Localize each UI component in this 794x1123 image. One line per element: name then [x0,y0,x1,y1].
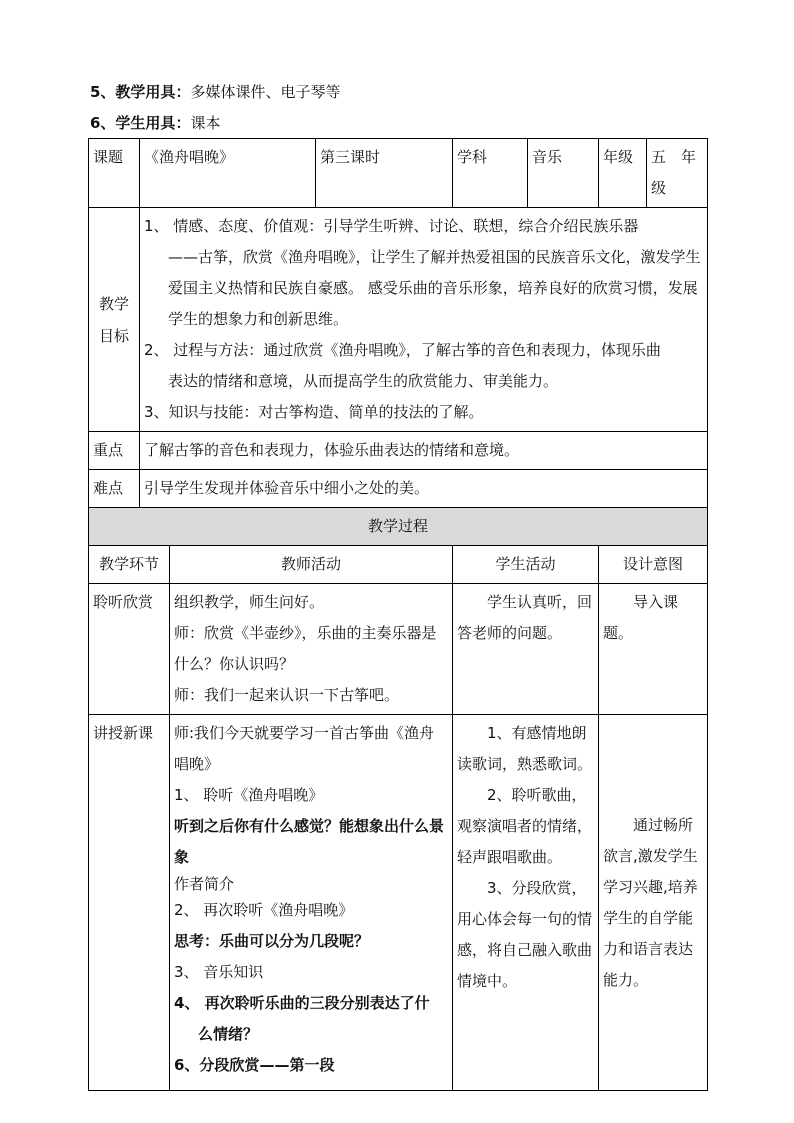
row1-intent: 导入课题。 [599,584,708,715]
col-header-stage: 教学环节 [89,546,170,584]
row2-teacher-line-5: 2、 再次聆听《渔舟唱晚》 [174,901,354,919]
goal-item-3: 3、知识与技能：对古筝构造、简单的技法的了解。 [144,403,484,421]
subject-label: 学科 [453,139,528,208]
row2-student-item-3: 3、分段欣赏，用心体会每一句的情感，将自己融入歌曲情境中。 [457,879,593,990]
tools-value: 多媒体课件、电子琴等 [190,83,341,101]
col-header-teacher: 教师活动 [170,546,453,584]
process-title: 教学过程 [89,508,708,546]
row1-teacher-line-3: 师：我们一起来认识一下古筝吧。 [174,686,400,704]
row2-teacher-line-7: 3、 音乐知识 [174,963,264,981]
topic-value: 《渔舟唱晚》 [140,139,316,208]
lesson-plan-table [88,138,708,1091]
row2-teacher-line-10: 6、分段欣赏——第一段 [174,1056,335,1074]
difficulty-value: 引导学生发现并体验音乐中细小之处的美。 [140,470,708,508]
goal-item-1-cont: ——古筝，欣赏《渔舟唱晚》，让学生了解并热爱祖国的民族音乐文化，激发学生爱国主义热情和民族自豪感。 感受乐曲的音乐形象，培养良好的欣赏习惯，发展学生的想象力和创新思维。 [168,248,701,328]
row1-stage: 聆听欣赏 [89,584,170,715]
row2-teacher [170,715,453,1091]
student-tools-value: 课本 [190,114,221,132]
student-tools-line [90,113,220,133]
row1-student: 学生认真听，回答老师的问题。 [453,584,599,715]
col-header-student: 学生活动 [453,546,599,584]
goal-item-2-cont: 表达的情绪和意境，从而提高学生的欣赏能力、审美能力。 [168,372,559,390]
row2-teacher-line-3: 听到之后你有什么感觉？能想象出什么景象 [174,817,445,866]
student-tools-label: 6、学生用具： [90,114,191,132]
row1-teacher-line-2: 师：欣赏《半壶纱》，乐曲的主奏乐器是什么？你认识吗？ [174,624,437,673]
row2-teacher-line-2: 1、 聆听《渔舟唱晚》 [174,786,324,804]
lesson-number: 第三课时 [316,139,453,208]
goals-label: 教学目标 [89,208,140,432]
goals-content [140,208,708,432]
key-point-value: 了解古筝的音色和表现力，体验乐曲表达的情绪和意境。 [140,432,708,470]
difficulty-label: 难点 [89,470,140,508]
row2-student [453,715,599,1091]
col-header-intent: 设计意图 [599,546,708,584]
goal-item-1: 1、 情感、态度、价值观：引导学生听辨、讨论、联想，综合介绍民族乐器 [144,217,639,235]
row1-teacher-line-1: 组织教学，师生问好。 [174,593,325,611]
row2-teacher-line-4: 作者简介 [174,875,235,893]
tools-label: 5、教学用具： [90,83,191,101]
goal-item-2: 2、 过程与方法：通过欣赏《渔舟唱晚》，了解古筝的音色和表现力，体现乐曲 [144,341,661,359]
row2-stage: 讲授新课 [89,715,170,1091]
row2-intent: 通过畅所欲言,激发学生学习兴趣,培养学生的自学能力和语言表达能力。 [599,715,708,1091]
row1-teacher [170,584,453,715]
grade-label: 年级 [599,139,647,208]
row2-student-item-1: 1、有感情地朗读歌词，熟悉歌词。 [457,724,593,773]
subject-value: 音乐 [528,139,599,208]
row2-student-item-2: 2、聆听歌曲，观察演唱者的情绪，轻声跟唱歌曲。 [457,786,593,866]
row2-teacher-line-6: 思考：乐曲可以分为几段呢？ [174,932,370,950]
tools-line [90,82,340,102]
topic-label: 课题 [89,139,140,208]
grade-value: 五 年级 [647,139,708,208]
row2-teacher-line-1: 师:我们今天就要学习一首古筝曲《渔舟唱晚》 [174,724,435,773]
row2-teacher-line-8: 4、 再次聆听乐曲的三段分别表达了什 [174,994,430,1012]
key-point-label: 重点 [89,432,140,470]
row2-teacher-line-9: 么情绪？ [198,1025,259,1043]
